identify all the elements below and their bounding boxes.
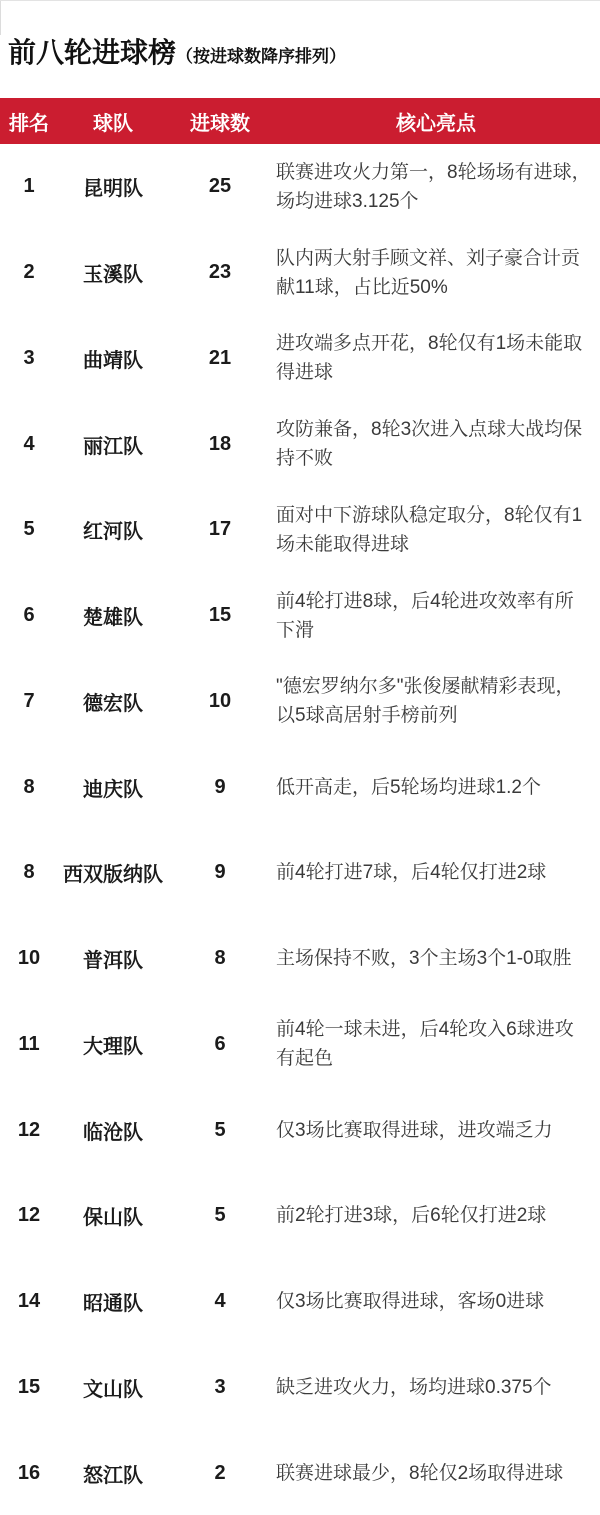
rank-cell: 14: [17, 1290, 41, 1313]
team-cell: 普洱队: [83, 950, 143, 973]
rank-cell: 6: [23, 604, 35, 627]
highlight-cell: 前4轮一球未进，后4轮攻入6球进攻有起色: [276, 1019, 574, 1070]
header-goals: 进球数: [190, 112, 250, 135]
highlight-cell: 联赛进攻火力第一，8轮场场有进球，场均进球3.125个: [276, 161, 591, 212]
page-title-area: [0, 1, 600, 98]
rank-cell: 1: [23, 175, 35, 198]
highlight-cell: 仅3场比赛取得进球，客场0进球: [276, 1291, 545, 1313]
table-row: [0, 1345, 600, 1431]
rank-cell: 7: [23, 689, 35, 712]
team-cell: 曲靖队: [83, 349, 143, 372]
team-cell: 昭通队: [83, 1293, 143, 1316]
highlight-cell: 仅3场比赛取得进球，进攻端乏力: [276, 1119, 553, 1141]
goals-cell: 15: [208, 604, 232, 627]
goals-cell: 10: [208, 689, 232, 712]
header-team: 球队: [93, 112, 133, 135]
goals-cell: 17: [208, 518, 232, 541]
highlight-cell: 进攻端多点开花，8轮仅有1场未能取得进球: [276, 333, 583, 384]
team-cell: 大理队: [83, 1035, 143, 1058]
team-cell: 昆明队: [83, 178, 143, 201]
rank-cell: 4: [23, 432, 35, 455]
table-row: [0, 401, 600, 487]
rank-cell: 15: [17, 1375, 41, 1398]
rank-cell: 8: [23, 861, 35, 884]
header-rank: 排名: [9, 112, 49, 135]
header-highlight: 核心亮点: [396, 112, 476, 135]
table-row: [0, 230, 600, 316]
goals-cell: 9: [214, 775, 226, 798]
team-cell: 保山队: [83, 1207, 143, 1230]
goals-cell: 5: [214, 1118, 226, 1141]
goals-cell: 3: [214, 1375, 226, 1398]
rank-cell: 5: [23, 518, 35, 541]
rank-cell: 12: [17, 1118, 41, 1141]
highlight-cell: 前4轮打进7球，后4轮仅打进2球: [276, 862, 547, 884]
rank-cell: 10: [17, 947, 41, 970]
team-cell: 西双版纳队: [63, 864, 163, 887]
table-body: [0, 144, 600, 1515]
team-cell: 迪庆队: [83, 778, 143, 801]
highlight-cell: 面对中下游球队稳定取分，8轮仅有1场未能取得进球: [276, 504, 583, 555]
team-cell: 临沧队: [83, 1121, 143, 1144]
table-row: [0, 1002, 600, 1088]
team-cell: 丽江队: [83, 435, 143, 458]
highlight-cell: 队内两大射手顾文祥、刘子豪合计贡献11球，占比近50%: [276, 247, 581, 298]
table-row: [0, 316, 600, 402]
goals-cell: 2: [214, 1461, 226, 1484]
table-row: [0, 144, 600, 230]
goals-cell: 23: [208, 261, 232, 284]
highlight-cell: 前4轮打进8球，后4轮进攻效率有所下滑: [276, 590, 574, 641]
rank-cell: 16: [17, 1461, 41, 1484]
highlight-cell: 攻防兼备，8轮3次进入点球大战均保持不败: [276, 419, 583, 470]
highlight-cell: 缺乏进攻火力，场均进球0.375个: [276, 1376, 552, 1398]
table-row: [0, 659, 600, 745]
highlight-cell: 主场保持不败，3个主场3个1-0取胜: [276, 948, 572, 970]
goals-cell: 4: [214, 1290, 226, 1313]
table-row: [0, 1259, 600, 1345]
highlight-cell: 联赛进球最少，8轮仅2场取得进球: [276, 1462, 564, 1484]
goals-cell: 25: [208, 175, 232, 198]
team-cell: 红河队: [83, 521, 143, 544]
table-header-row: [0, 98, 600, 144]
goals-cell: 8: [214, 947, 226, 970]
table-row: [0, 573, 600, 659]
table-row: [0, 1430, 600, 1515]
rank-cell: 3: [23, 346, 35, 369]
highlight-cell: 低开高走，后5轮场均进球1.2个: [276, 776, 541, 798]
team-cell: 玉溪队: [83, 264, 143, 287]
page-title: 前八轮进球榜: [8, 37, 177, 68]
team-cell: 怒江队: [83, 1464, 143, 1487]
goals-cell: 9: [214, 861, 226, 884]
team-cell: 楚雄队: [83, 607, 143, 630]
table-row: [0, 487, 600, 573]
team-cell: 文山队: [83, 1378, 143, 1401]
rank-cell: 2: [23, 261, 35, 284]
highlight-cell: "德宏罗纳尔多"张俊屡献精彩表现，以5球高居射手榜前列: [276, 676, 575, 727]
table-row: [0, 1087, 600, 1173]
table-row: [0, 830, 600, 916]
left-edge-border: [0, 1, 1, 35]
goals-cell: 6: [214, 1032, 226, 1055]
rank-cell: 8: [23, 775, 35, 798]
page-subtitle: （按进球数降序排列）: [176, 47, 347, 66]
table-row: [0, 916, 600, 1002]
rank-cell: 11: [18, 1032, 40, 1055]
goals-cell: 21: [208, 346, 232, 369]
table-row: [0, 1173, 600, 1259]
goals-cell: 5: [214, 1204, 226, 1227]
goals-cell: 18: [208, 432, 232, 455]
highlight-cell: 前2轮打进3球，后6轮仅打进2球: [276, 1205, 547, 1227]
team-cell: 德宏队: [83, 692, 143, 715]
table-row: [0, 744, 600, 830]
rank-cell: 12: [17, 1204, 41, 1227]
